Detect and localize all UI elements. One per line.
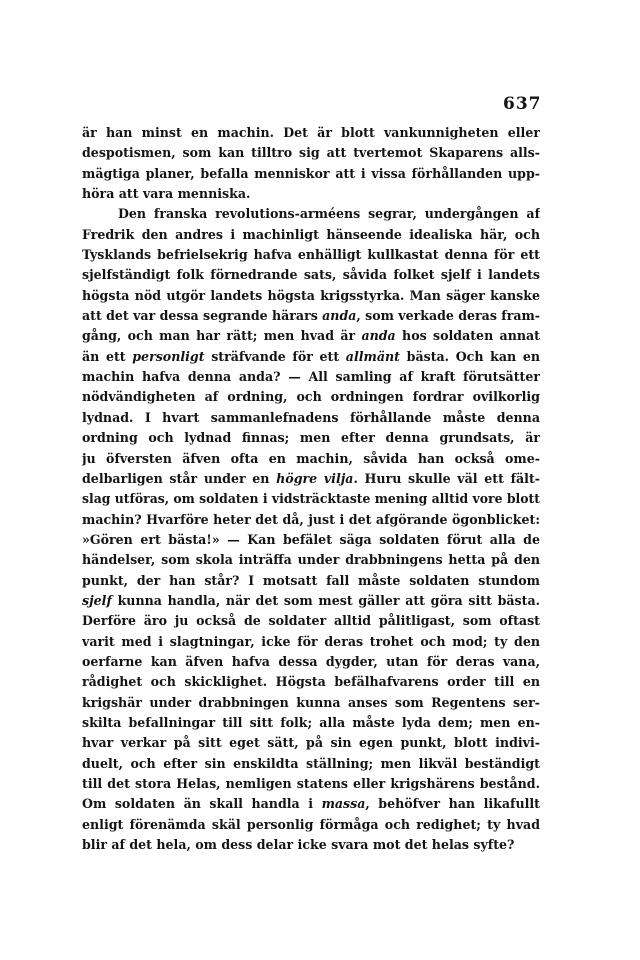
text-line: händelser, som skola inträffa under drabbningens hetta på den (82, 552, 540, 568)
italic-phrase: allmänt (345, 348, 400, 364)
text-line: ordning och lydnad finnas; men efter denna grundsats, är (82, 430, 540, 446)
text-line: sjelfständigt folk förnedrande sats, såvida folket sjelf i landets (82, 267, 540, 283)
text-line: krigshär under drabbningen kunna anses som Regentens ser- (82, 694, 540, 710)
text-run: Om soldaten än skall handla i (82, 796, 322, 812)
italic-phrase: anda (322, 308, 357, 324)
text-run: , behöfver han likafullt (365, 796, 540, 812)
text-line: Fredrik den andres i machinligt hänseende idealiska här, och (82, 226, 540, 242)
text-line: Den franska revolutions-arméens segrar, undergången af (118, 206, 540, 222)
text-line: rådighet och skicklighet. Högsta befälhafvarens order till en (82, 674, 540, 690)
text-line: »Gören ert bästa!» — Kan befälet säga soldaten förut alla de (82, 531, 540, 547)
italic-phrase: massa (321, 796, 366, 812)
body-text (82, 123, 540, 855)
text-line: oerfarne kan äfven hafva dessa dygder, utan för deras vana, (82, 653, 540, 669)
text-line: nödvändigheten af ordning, och ordningen fordrar ovilkorlig (82, 389, 540, 405)
text-run: sträfvande för ett (204, 348, 346, 364)
text-line (82, 591, 540, 611)
text-line: till det stora Helas, nemligen statens eller krigshärens bestånd. (82, 776, 540, 791)
text-run: kunna handla, när det som mest gäller att göra sitt bästa. (111, 592, 540, 608)
page-number: 637 (503, 94, 542, 114)
text-line (82, 347, 540, 367)
italic-phrase: högre vilja (276, 470, 354, 486)
text-line: duelt, och efter sin enskildta ställning; men likväl beständigt (82, 755, 540, 771)
text-line: högsta nöd utgör landets högsta krigsstyrka. Man säger kanske (82, 287, 540, 303)
text-line: varit med i slagtningar, icke för deras trohet och mod; ty den (82, 633, 540, 649)
text-run: att det var dessa segrande härars (82, 308, 323, 324)
text-run: hos soldaten annat (395, 328, 540, 344)
text-line: slag utföras, om soldaten i vidsträcktaste mening alltid vore blott (82, 491, 540, 507)
text-line: Derföre äro ju också de soldater alltid pålitligast, som oftast (82, 613, 540, 629)
text-line: machin hafva denna anda? — All samling af kraft förutsätter (82, 369, 540, 385)
text-run: bästa. Och kan en (400, 348, 540, 364)
text-line: punkt, der han står? I motsatt fall måste soldaten stundom (82, 572, 540, 588)
text-run: än ett (82, 348, 133, 364)
text-line (82, 326, 540, 346)
text-line (82, 469, 540, 489)
text-line: lydnad. I hvart sammanlefnadens förhållande måste denna (82, 409, 540, 425)
text-line: Tysklands befrielsekrig hafva enhälligt kullkastat denna för ett (82, 247, 540, 263)
text-line: skilta befallningar till sitt folk; alla måste lyda dem; men en- (82, 714, 540, 730)
text-line: ju öfversten äfven ofta en machin, såvida han också ome- (82, 450, 540, 466)
text-run: , som verkade deras fram- (356, 308, 540, 324)
text-line: machin? Hvarföre heter det då, just i det afgörande ögonblicket: (82, 511, 540, 527)
text-run: delbarligen står under en (82, 470, 277, 486)
text-line: despotismen, som kan tilltro sig att tvertemot Skaparens alls- (82, 145, 540, 161)
text-line: mägtiga planer, befalla menniskor att i vissa förhållanden upp- (82, 165, 540, 181)
italic-phrase: sjelf (82, 592, 112, 608)
text-line: hvar verkar på sitt eget sätt, på sin egen punkt, blott indivi- (82, 735, 540, 751)
text-line: enligt förenämda skäl personlig förmåga och redighet; ty hvad (82, 816, 540, 832)
text-line (82, 306, 540, 326)
text-run: gång, och man har rätt; men hvad är (82, 328, 362, 344)
text-line: blir af det hela, om dess delar icke svara mot det helas syfte? (82, 837, 515, 853)
text-line: höra att vara menniska. (82, 186, 251, 202)
text-line: är han minst en machin. Det är blott vankunnigheten eller (82, 125, 540, 140)
italic-phrase: anda (361, 328, 396, 344)
text-line (82, 794, 540, 814)
text-run: . Huru skulle väl ett fält- (353, 470, 540, 486)
italic-phrase: personligt (132, 348, 205, 364)
